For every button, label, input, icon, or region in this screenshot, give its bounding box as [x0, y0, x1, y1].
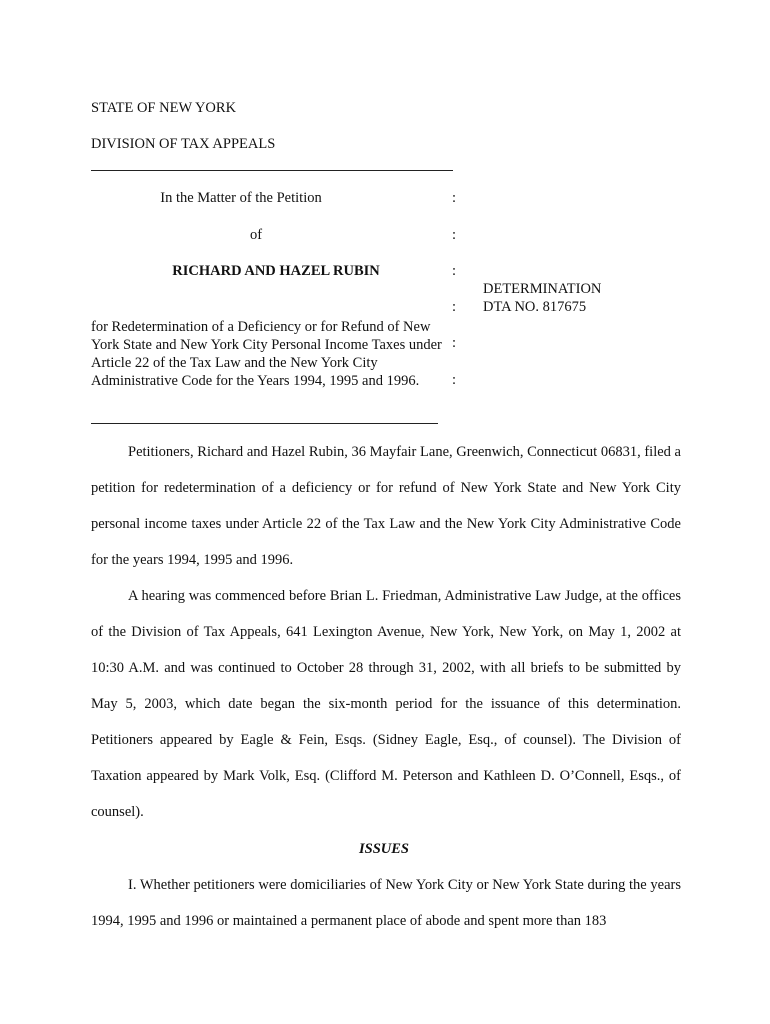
- determination-label: DETERMINATION: [483, 281, 602, 297]
- paragraph-hearing: A hearing was commenced before Brian L. Friedman, Administrative Law Judge, at the offices of the Division of Tax Appeals, 641 Lexington Avenue, New York, New York, on May 1, 2002 at 10:30 A.M. and was continued to October 28 through 31, 2002, with all briefs to be submitted by May 5, 2003, which date began the six-month period for the issuance of this determination. Petitioners appeared by Eagle & Fein, Esqs. (Sidney Eagle, Esq., of counsel). The Division of Taxation appeared by Mark Volk, Esq. (Clifford M. Peterson and Kathleen D. O’Connell, Esqs., of counsel).: [91, 588, 681, 820]
- caption-colon: :: [452, 190, 457, 206]
- matter-line: In the Matter of the Petition: [160, 190, 322, 206]
- petitioner-names: RICHARD AND HAZEL RUBIN: [172, 263, 380, 279]
- caption-colon: :: [452, 227, 457, 243]
- issue-one: I. Whether petitioners were domiciliaries of New York City or New York State during the years 1994, 1995 and 1996 or maintained a permanent place of abode and spent more than 183: [91, 877, 681, 929]
- dta-number: DTA NO. 817675: [483, 299, 587, 315]
- caption-colon: :: [452, 263, 457, 279]
- caption-colon: :: [452, 299, 457, 315]
- caption-colon: :: [452, 335, 457, 351]
- caption-colon: :: [452, 372, 457, 388]
- paragraph-petitioners: Petitioners, Richard and Hazel Rubin, 36 Mayfair Lane, Greenwich, Connecticut 06831, filed a petition for redetermination of a deficiency or for refund of New York State and New York City personal income taxes under Article 22 of the Tax Law and the New York City Administrative Code for the years 1994, 1995 and 1996.: [91, 444, 681, 568]
- issues-heading: ISSUES: [359, 841, 409, 857]
- state-heading: STATE OF NEW YORK: [91, 100, 237, 116]
- caption-top-rule: [91, 170, 453, 171]
- caption-body: for Redetermination of a Deficiency or for Refund of New York State and New York City Personal Income Taxes under Article 22 of the Tax Law and the New York City Administrative Code for the Years 1994, 1995 and 1996.: [91, 319, 442, 389]
- caption-bottom-rule: [91, 423, 438, 424]
- division-heading: DIVISION OF TAX APPEALS: [91, 136, 276, 152]
- of-line: of: [249, 227, 263, 243]
